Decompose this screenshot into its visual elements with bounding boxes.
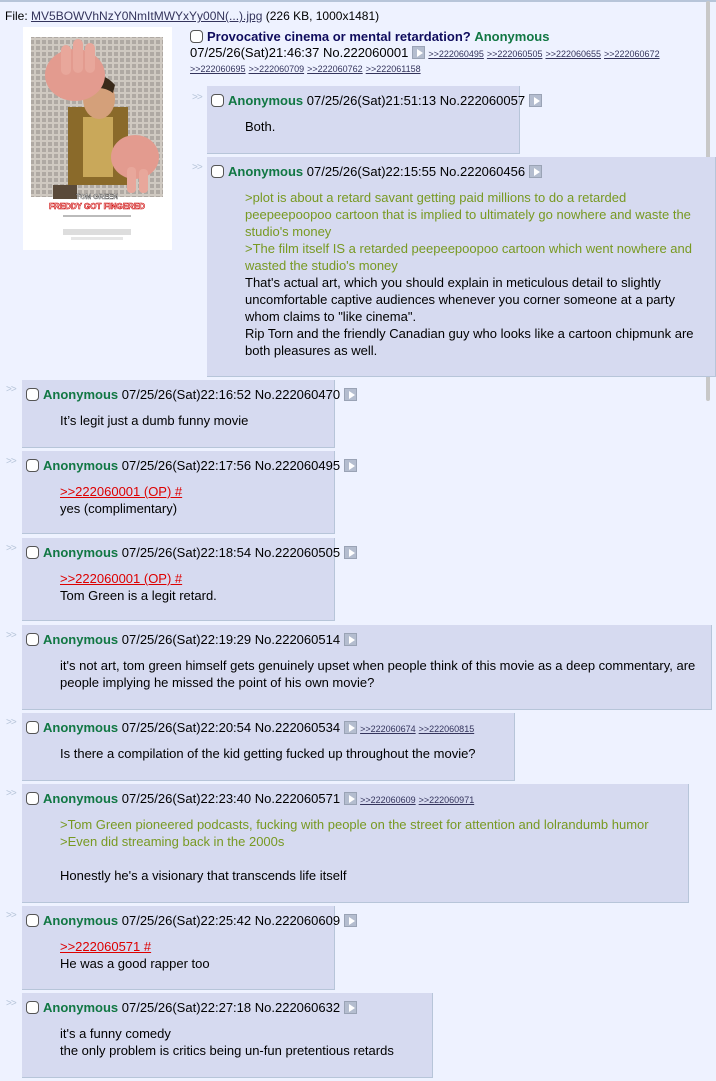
post-number[interactable]: No.222060632 — [254, 1000, 341, 1015]
blank-line — [60, 850, 680, 867]
file-meta: (226 KB, 1000x1481) — [265, 9, 380, 23]
op-backlink[interactable]: >>222060655 — [545, 49, 602, 59]
message-line: Both. — [245, 119, 276, 134]
reply-checkbox[interactable] — [211, 94, 224, 107]
post-datetime: 07/25/26(Sat)21:51:13 — [306, 93, 437, 108]
message-line: Is there a compilation of the kid getting fucked up throughout the movie? — [60, 746, 476, 761]
reply-checkbox[interactable] — [26, 388, 39, 401]
reply-checkbox[interactable] — [26, 792, 39, 805]
message-line: Rip Torn and the friendly Canadian guy who looks like a cartoon chipmunk are both pleasures as well. — [245, 326, 694, 358]
reply-checkbox[interactable] — [26, 633, 39, 646]
reply-post — [22, 784, 689, 903]
op-datetime: 07/25/26(Sat)21:46:37 — [190, 45, 320, 60]
poster-title: FREDDY GOT FINGERED — [49, 202, 145, 211]
poster-name: Anonymous — [43, 632, 119, 647]
message-line: That's actual art, which you should explain in meticulous detail to slightly uncomfortable captive audiences whenever you corner someone at a party whom claims to "like cinema". — [245, 275, 675, 324]
side-arrows: >> — [6, 456, 16, 467]
side-arrows: >> — [6, 910, 16, 921]
op-number[interactable]: No.222060001 — [323, 45, 409, 60]
poster-name: Anonymous — [43, 545, 119, 560]
file-info — [5, 9, 379, 23]
post-message — [60, 745, 506, 762]
play-icon[interactable] — [344, 459, 357, 472]
message-line: It’s legit just a dumb funny movie — [60, 413, 249, 428]
post-message — [60, 483, 326, 517]
message-line: Honestly he's a visionary that transcends life itself — [60, 868, 347, 883]
file-label: File: — [5, 9, 28, 23]
file-link[interactable]: MV5BOWVhNzY0NmItMWYxYy00N(...).jpg — [31, 9, 263, 23]
op-post — [190, 28, 710, 76]
post-datetime: 07/25/26(Sat)22:19:29 — [121, 632, 252, 647]
post-number[interactable]: No.222060534 — [254, 720, 341, 735]
post-datetime: 07/25/26(Sat)22:27:18 — [121, 1000, 252, 1015]
op-backlink[interactable]: >>222060505 — [486, 49, 543, 59]
reply-post — [22, 451, 341, 534]
play-icon[interactable] — [344, 721, 357, 734]
post-message — [60, 938, 326, 972]
post-number[interactable]: No.222060609 — [254, 913, 341, 928]
play-icon[interactable] — [529, 165, 542, 178]
reply-post — [207, 157, 716, 377]
op-thumbnail[interactable] — [23, 27, 172, 250]
message-line: the only problem is critics being un-fun pretentious retards — [60, 1043, 394, 1058]
op-subject: Provocative cinema or mental retardation? — [207, 29, 471, 44]
quote-link[interactable]: >>222060571 # — [60, 939, 152, 954]
op-backlink[interactable]: >>222061158 — [365, 64, 421, 74]
poster-name: Anonymous — [228, 164, 304, 179]
post-datetime: 07/25/26(Sat)22:18:54 — [121, 545, 252, 560]
op-backlink[interactable]: >>222060762 — [307, 64, 363, 74]
message-line: yes (complimentary) — [60, 501, 178, 516]
post-number[interactable]: No.222060571 — [254, 791, 341, 806]
post-number[interactable]: No.222060505 — [254, 545, 341, 560]
reply-checkbox[interactable] — [26, 459, 39, 472]
reply-post — [22, 906, 341, 990]
backlink[interactable]: >>222060674 — [360, 724, 416, 734]
side-arrows: >> — [192, 162, 202, 173]
reply-post — [22, 713, 515, 781]
op-backlink[interactable]: >>222060672 — [604, 49, 660, 59]
play-icon[interactable] — [529, 94, 542, 107]
message-line: Tom Green is a legit retard. — [60, 588, 217, 603]
play-icon[interactable] — [344, 792, 357, 805]
greentext-line: >Tom Green pioneered podcasts, fucking with people on the street for attention and lolrandumb humor — [60, 817, 649, 832]
side-arrows: >> — [6, 630, 16, 641]
poster-name: TOM GREEN — [75, 194, 119, 201]
post-datetime: 07/25/26(Sat)22:20:54 — [121, 720, 252, 735]
poster-name: Anonymous — [43, 1000, 119, 1015]
post-number[interactable]: No.222060456 — [439, 164, 526, 179]
post-number[interactable]: No.222060470 — [254, 387, 341, 402]
side-arrows: >> — [6, 717, 16, 728]
side-arrows: >> — [192, 92, 202, 103]
backlink[interactable]: >>222060971 — [418, 795, 475, 805]
op-backlink[interactable]: >>222060495 — [428, 49, 484, 59]
side-arrows: >> — [6, 543, 16, 554]
post-datetime: 07/25/26(Sat)22:23:40 — [121, 791, 252, 806]
poster-name: Anonymous — [43, 387, 119, 402]
poster-name: Anonymous — [228, 93, 304, 108]
quote-link[interactable]: >>222060001 (OP) # — [60, 571, 183, 586]
greentext-line: >plot is about a retard savant getting paid millions to do a retarded peepeepoopoo cartoon that is implied to ultimately go nowhere and waste the studio's money — [245, 190, 691, 239]
op-backlink[interactable]: >>222060695 — [190, 64, 246, 74]
op-checkbox[interactable] — [190, 30, 203, 43]
backlink[interactable]: >>222060815 — [418, 724, 475, 734]
play-icon[interactable] — [344, 546, 357, 559]
message-line: it's not art, tom green himself gets genuinely upset when people think of this movie as a deep commentary, are people implying he missed the point of his own movie? — [60, 658, 696, 690]
op-backlink[interactable]: >>222060709 — [248, 64, 305, 74]
poster-name: Anonymous — [43, 791, 119, 806]
message-line: He was a good rapper too — [60, 956, 210, 971]
reply-post — [22, 993, 433, 1078]
post-message — [245, 118, 511, 135]
post-message — [60, 816, 680, 884]
greentext-line: >The film itself IS a retarded peepeepoopoo cartoon which went nowhere and wasted the studio's money — [245, 241, 692, 273]
reply-checkbox[interactable] — [26, 546, 39, 559]
reply-checkbox[interactable] — [26, 1001, 39, 1014]
reply-checkbox[interactable] — [26, 914, 39, 927]
reply-post — [22, 538, 341, 621]
op-name: Anonymous — [474, 29, 550, 44]
message-line: it's a funny comedy — [60, 1026, 171, 1041]
side-arrows: >> — [6, 788, 16, 799]
reply-post — [207, 86, 526, 154]
post-message — [60, 570, 326, 604]
play-icon[interactable] — [344, 633, 357, 646]
poster-name: Anonymous — [43, 720, 119, 735]
reply-checkbox[interactable] — [26, 721, 39, 734]
play-icon[interactable] — [344, 914, 357, 927]
play-icon[interactable] — [344, 1001, 357, 1014]
post-datetime: 07/25/26(Sat)22:25:42 — [121, 913, 252, 928]
backlink[interactable]: >>222060609 — [360, 795, 416, 805]
reply-post — [22, 625, 712, 710]
side-arrows: >> — [6, 384, 16, 395]
post-message — [60, 657, 703, 691]
post-number[interactable]: No.222060514 — [254, 632, 341, 647]
poster-name: Anonymous — [43, 458, 119, 473]
post-number[interactable]: No.222060495 — [254, 458, 341, 473]
post-datetime: 07/25/26(Sat)22:15:55 — [306, 164, 437, 179]
play-icon[interactable] — [412, 46, 425, 59]
reply-checkbox[interactable] — [211, 165, 224, 178]
play-icon[interactable] — [344, 388, 357, 401]
post-datetime: 07/25/26(Sat)22:16:52 — [121, 387, 252, 402]
greentext-line: >Even did streaming back in the 2000s — [60, 834, 285, 849]
post-number[interactable]: No.222060057 — [439, 93, 526, 108]
top-border — [0, 0, 716, 2]
poster-name: Anonymous — [43, 913, 119, 928]
post-message — [245, 189, 707, 359]
post-datetime: 07/25/26(Sat)22:17:56 — [121, 458, 252, 473]
side-arrows: >> — [6, 998, 16, 1009]
post-message — [60, 412, 326, 429]
quote-link[interactable]: >>222060001 (OP) # — [60, 484, 183, 499]
reply-post — [22, 380, 341, 448]
post-message — [60, 1025, 424, 1059]
